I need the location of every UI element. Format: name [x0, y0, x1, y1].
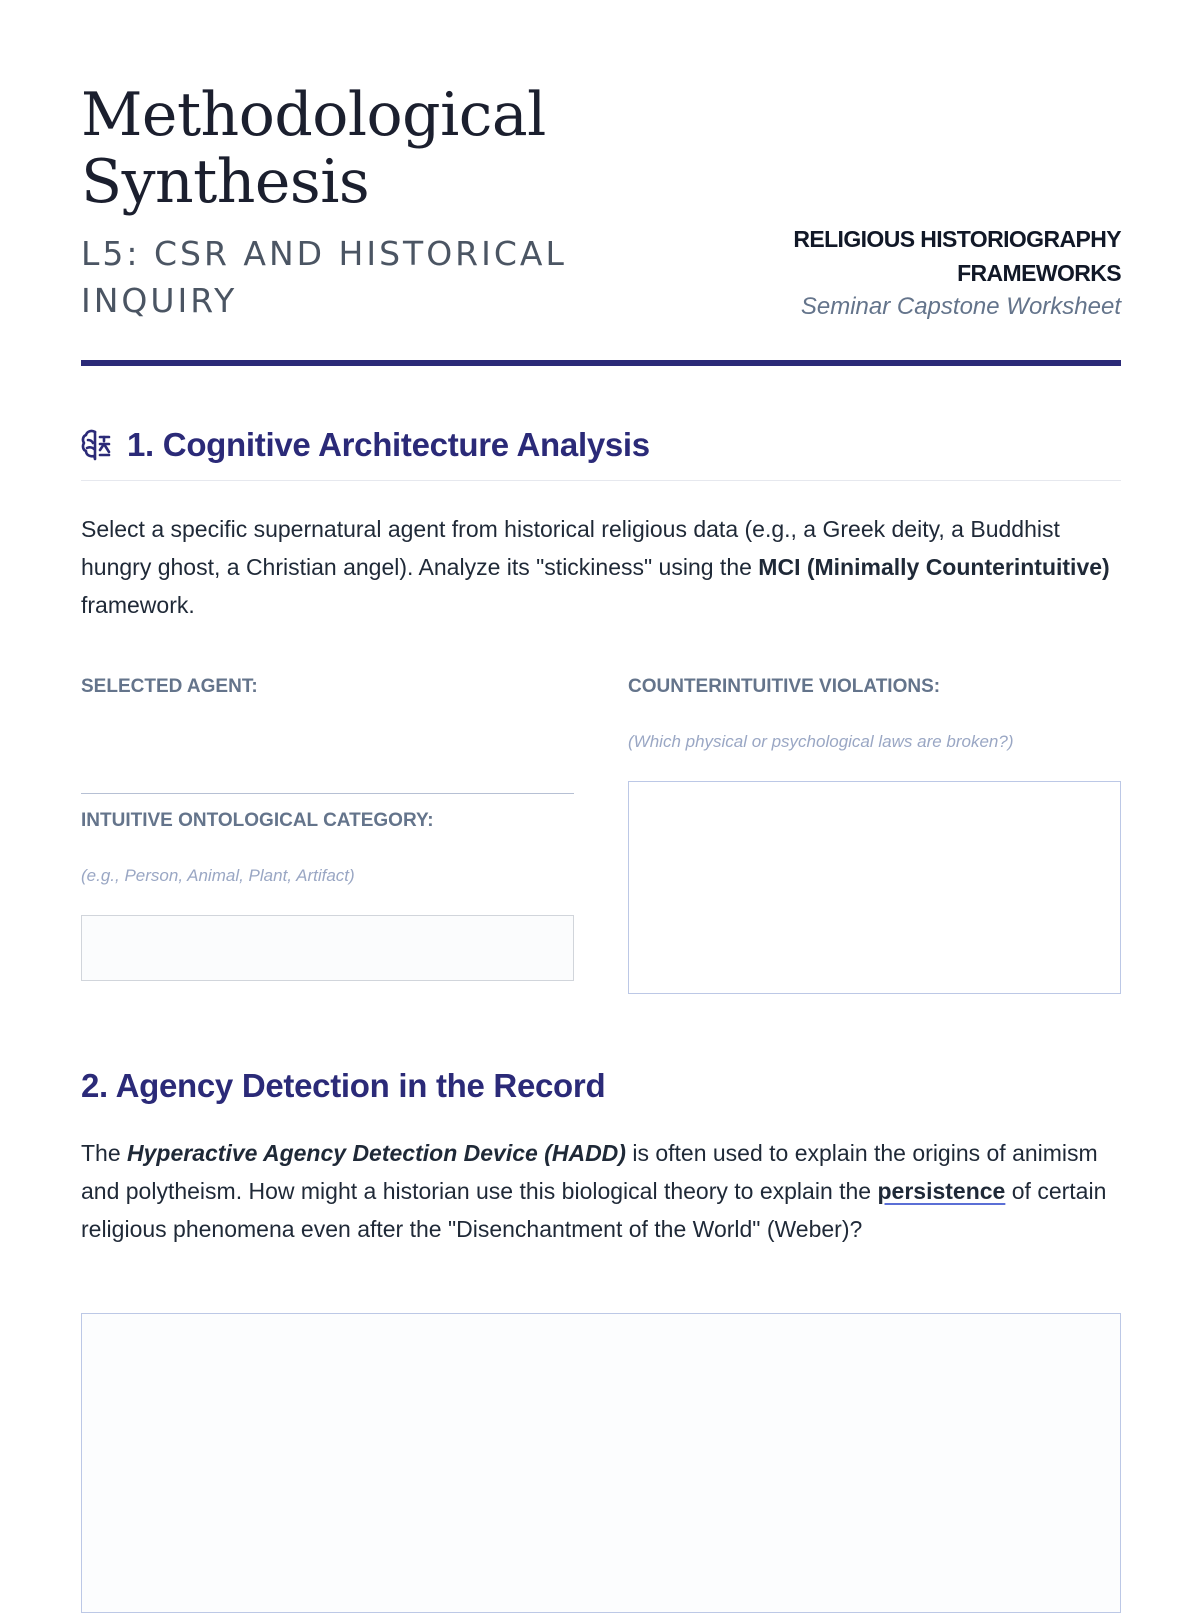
violations-hint: (Which physical or psychological laws are broken?): [628, 732, 1014, 751]
title-line-2: Synthesis: [81, 147, 370, 217]
page-subtitle: L5: CSR AND HISTORICAL INQUIRY: [81, 234, 567, 320]
header-divider: [81, 360, 1121, 366]
brain-icon: [81, 428, 113, 462]
hadd-term: Hyperactive Agency Detection Device (HADD): [127, 1140, 626, 1166]
course-info: [761, 222, 1121, 324]
section-2-prompt: [81, 1134, 1121, 1248]
document-type: Seminar Capstone Worksheet: [800, 293, 1121, 320]
course-name: RELIGIOUS HISTORIOGRAPHY FRAMEWORKS: [793, 226, 1121, 286]
worksheet-page: [81, 0, 1121, 1242]
mci-term: MCI (Minimally Counterintuitive): [758, 554, 1110, 580]
persistence-term: persistence: [877, 1178, 1006, 1204]
prompt-text-2: is often used to explain the origins of animism and polytheism. How might a historian use this biological theory to explain the: [81, 1140, 1098, 1204]
section-1-title-text: 1. Cognitive Architecture Analysis: [127, 426, 650, 463]
agency-response-textarea[interactable]: [81, 1313, 1121, 1613]
category-input[interactable]: [81, 915, 574, 981]
section-1-divider: [81, 480, 1121, 481]
instructions-text-2: framework.: [81, 592, 195, 618]
page-title: [81, 82, 546, 216]
section-1-instructions: [81, 510, 1121, 624]
violations-textarea[interactable]: [628, 781, 1121, 994]
category-label: INTUITIVE ONTOLOGICAL CATEGORY:: [81, 810, 434, 831]
selected-agent-label: SELECTED AGENT:: [81, 676, 258, 697]
prompt-text-1: The: [81, 1140, 128, 1166]
prompt-text-3: of certain religious phenomena even after the "Disenchantment of the World" (Weber)?: [81, 1178, 1107, 1242]
section-2-title: 2. Agency Detection in the Record: [81, 1067, 606, 1104]
section-1-title: [81, 422, 650, 468]
selected-agent-input[interactable]: [81, 793, 574, 794]
worksheet-header: [81, 0, 1121, 368]
title-line-1: Methodological: [81, 80, 546, 150]
category-hint: (e.g., Person, Animal, Plant, Artifact): [81, 866, 355, 885]
instructions-text-1: Select a specific supernatural agent from historical religious data (e.g., a Greek deity, a Buddhist hungry ghost, a Christian angel). Analyze its "stickiness" using the: [81, 516, 1060, 580]
violations-label: COUNTERINTUITIVE VIOLATIONS:: [628, 676, 941, 697]
